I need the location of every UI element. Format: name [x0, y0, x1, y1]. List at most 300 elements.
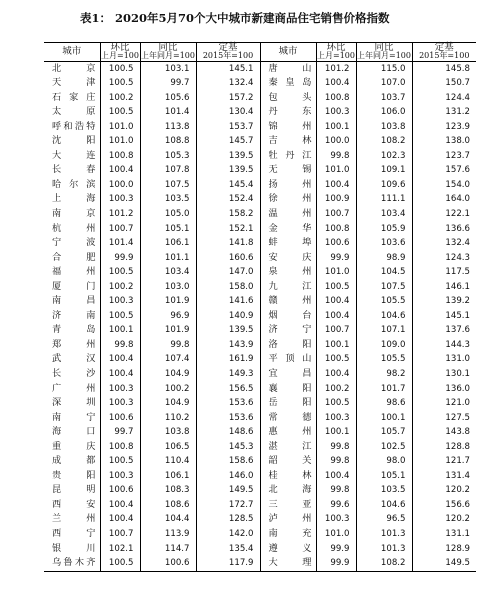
mom-index: 100.1 — [316, 425, 356, 440]
mom-index: 100.3 — [316, 105, 356, 120]
fixed-base-index: 140.9 — [196, 309, 260, 324]
table-row — [44, 483, 476, 498]
fixed-base-index: 153.6 — [196, 396, 260, 411]
yoy-index: 114.7 — [140, 542, 196, 557]
mom-index: 101.0 — [100, 134, 140, 149]
city-name: 赣州 — [260, 294, 316, 309]
table-row — [44, 207, 476, 222]
fixed-base-index: 120.2 — [445, 485, 470, 496]
mom-index: 100.7 — [316, 323, 356, 338]
yoy-index: 104.6 — [356, 309, 412, 324]
city-name: 蚌埠 — [260, 236, 316, 251]
city-name: 扬州 — [260, 178, 316, 193]
city-name: 平顶山 — [260, 352, 316, 367]
mom-index: 100.4 — [100, 352, 140, 367]
mom-index: 99.8 — [316, 440, 356, 455]
mom-index: 100.0 — [100, 178, 140, 193]
table-row — [44, 454, 476, 469]
fixed-base-index: 149.5 — [412, 556, 476, 571]
mom-index: 99.8 — [316, 149, 356, 164]
fixed-base-index: 138.0 — [445, 136, 470, 147]
yoy-index: 107.5 — [140, 178, 196, 193]
city-name: 成都 — [44, 454, 100, 469]
yoy-index: 101.3 — [356, 542, 412, 557]
table-row — [44, 338, 476, 353]
fixed-base-index: 158.0 — [196, 280, 260, 295]
yoy-index: 108.6 — [140, 498, 196, 513]
city-name: 金华 — [260, 222, 316, 237]
yoy-index: 103.0 — [140, 280, 196, 295]
city-name: 青岛 — [44, 323, 100, 338]
fixed-base-index: 136.0 — [445, 383, 470, 394]
yoy-index: 96.9 — [140, 309, 196, 324]
yoy-index: 104.9 — [140, 396, 196, 411]
header-city-right: 城市 — [260, 43, 316, 62]
mom-index: 100.4 — [316, 178, 356, 193]
table-row — [44, 222, 476, 237]
yoy-index: 98.9 — [356, 251, 412, 266]
mom-index: 100.3 — [316, 411, 356, 426]
fixed-base-index: 156.6 — [445, 499, 470, 510]
fixed-base-index: 145.3 — [196, 440, 260, 455]
mom-index: 100.3 — [100, 294, 140, 309]
city-name: 三亚 — [260, 498, 316, 513]
fixed-base-index: 121.7 — [445, 456, 470, 467]
city-name: 韶关 — [260, 454, 316, 469]
table-row — [44, 105, 476, 120]
yoy-index: 105.5 — [356, 294, 412, 309]
fixed-base-index: 145.4 — [196, 178, 260, 193]
yoy-index: 105.3 — [140, 149, 196, 164]
mom-index: 100.3 — [100, 396, 140, 411]
table-row — [44, 149, 476, 164]
city-name: 大理 — [260, 556, 316, 571]
header-fixed-sub-left: 2015年=100 — [196, 52, 260, 61]
city-name: 太原 — [44, 105, 100, 120]
yoy-index: 103.8 — [356, 120, 412, 135]
mom-index: 100.4 — [100, 512, 140, 527]
mom-index: 99.8 — [316, 483, 356, 498]
yoy-index: 110.2 — [140, 411, 196, 426]
yoy-index: 108.2 — [356, 134, 412, 149]
yoy-index: 115.0 — [356, 61, 412, 76]
table-row — [44, 280, 476, 295]
city-name: 呼和浩特 — [44, 120, 100, 135]
mom-index: 100.6 — [316, 236, 356, 251]
city-name: 海口 — [44, 425, 100, 440]
fixed-base-index: 139.5 — [196, 163, 260, 178]
mom-index: 100.5 — [100, 454, 140, 469]
fixed-base-index: 152.4 — [196, 192, 260, 207]
mom-index: 100.7 — [100, 222, 140, 237]
fixed-base-index: 145.1 — [445, 310, 470, 321]
yoy-index: 103.5 — [356, 483, 412, 498]
yoy-index: 99.8 — [140, 338, 196, 353]
mom-index: 100.7 — [100, 527, 140, 542]
mom-index: 100.7 — [316, 207, 356, 222]
table-row — [44, 192, 476, 207]
yoy-index: 104.4 — [140, 512, 196, 527]
mom-index: 100.5 — [100, 61, 140, 76]
city-name: 锦州 — [260, 120, 316, 135]
mom-index: 101.0 — [316, 527, 356, 542]
city-name: 西安 — [44, 498, 100, 513]
yoy-index: 106.1 — [140, 469, 196, 484]
mom-index: 100.5 — [316, 396, 356, 411]
yoy-index: 98.0 — [356, 454, 412, 469]
mom-index: 100.3 — [100, 382, 140, 397]
table-row — [44, 469, 476, 484]
table-row — [44, 120, 476, 135]
fixed-base-index: 131.4 — [445, 470, 470, 481]
yoy-index: 109.0 — [356, 338, 412, 353]
city-name: 湛江 — [260, 440, 316, 455]
yoy-index: 111.1 — [356, 192, 412, 207]
mom-index: 100.5 — [100, 265, 140, 280]
mom-index: 100.5 — [316, 352, 356, 367]
mom-index: 100.1 — [100, 323, 140, 338]
header-mom-sub-left: 上月=100 — [101, 51, 139, 60]
city-name: 银川 — [44, 542, 100, 557]
table-row — [44, 396, 476, 411]
fixed-base-index: 135.4 — [196, 542, 260, 557]
yoy-index: 104.6 — [356, 498, 412, 513]
yoy-index: 113.9 — [140, 527, 196, 542]
yoy-index: 103.5 — [140, 192, 196, 207]
city-name: 哈尔滨 — [44, 178, 100, 193]
yoy-index: 99.7 — [140, 76, 196, 91]
yoy-index: 103.6 — [356, 236, 412, 251]
yoy-index: 96.5 — [356, 512, 412, 527]
city-name: 唐山 — [260, 61, 316, 76]
fixed-base-index: 117.9 — [196, 556, 260, 571]
yoy-index: 98.2 — [356, 367, 412, 382]
fixed-base-index: 147.0 — [196, 265, 260, 280]
table-row — [44, 323, 476, 338]
city-name: 济宁 — [260, 323, 316, 338]
table-row — [44, 440, 476, 455]
table-row — [44, 367, 476, 382]
yoy-index: 101.9 — [140, 294, 196, 309]
mom-index: 101.4 — [100, 236, 140, 251]
yoy-index: 105.0 — [140, 207, 196, 222]
mom-index: 100.3 — [100, 192, 140, 207]
mom-index: 99.8 — [100, 338, 140, 353]
city-name: 惠州 — [260, 425, 316, 440]
header-yoy-sub-right: 上年同月=100 — [357, 51, 411, 60]
mom-index: 100.2 — [316, 382, 356, 397]
yoy-index: 105.5 — [356, 352, 412, 367]
city-name: 大连 — [44, 149, 100, 164]
mom-index: 100.4 — [316, 469, 356, 484]
mom-index: 100.1 — [316, 120, 356, 135]
yoy-index: 107.0 — [356, 76, 412, 91]
table-row — [44, 411, 476, 426]
mom-index: 99.8 — [316, 454, 356, 469]
fixed-base-index: 120.2 — [445, 514, 470, 525]
table-body — [44, 61, 476, 571]
city-name: 徐州 — [260, 192, 316, 207]
city-name: 合肥 — [44, 251, 100, 266]
yoy-index: 104.5 — [356, 265, 412, 280]
fixed-base-index: 157.6 — [445, 165, 470, 176]
fixed-base-index: 139.2 — [445, 296, 470, 307]
table-row — [44, 425, 476, 440]
table-row — [44, 512, 476, 527]
mom-index: 99.9 — [100, 251, 140, 266]
fixed-base-index: 149.5 — [196, 483, 260, 498]
fixed-base-index: 156.5 — [196, 382, 260, 397]
yoy-index: 107.4 — [140, 352, 196, 367]
mom-index: 100.5 — [316, 280, 356, 295]
fixed-base-index: 172.7 — [196, 498, 260, 513]
header-yoy-right: 同比 — [356, 43, 412, 53]
city-name: 沈阳 — [44, 134, 100, 149]
fixed-base-index: 146.1 — [445, 281, 470, 292]
yoy-index: 113.8 — [140, 120, 196, 135]
yoy-index: 108.3 — [140, 483, 196, 498]
city-name: 烟台 — [260, 309, 316, 324]
fixed-base-index: 143.9 — [196, 338, 260, 353]
table-row — [44, 251, 476, 266]
fixed-base-index: 158.6 — [196, 454, 260, 469]
mom-index: 100.5 — [100, 309, 140, 324]
mom-index: 101.0 — [100, 120, 140, 135]
city-name: 南宁 — [44, 411, 100, 426]
yoy-index: 103.4 — [140, 265, 196, 280]
table-row — [44, 236, 476, 251]
city-name: 温州 — [260, 207, 316, 222]
yoy-index: 110.4 — [140, 454, 196, 469]
fixed-base-index: 146.0 — [196, 469, 260, 484]
mom-index: 100.5 — [100, 76, 140, 91]
yoy-index: 109.6 — [356, 178, 412, 193]
yoy-index: 103.8 — [140, 425, 196, 440]
fixed-base-index: 139.5 — [196, 323, 260, 338]
header-fixed-left: 定基 — [196, 43, 260, 53]
mom-index: 100.4 — [316, 367, 356, 382]
table-row — [44, 91, 476, 106]
fixed-base-index: 141.8 — [196, 236, 260, 251]
fixed-base-index: 153.7 — [196, 120, 260, 135]
fixed-base-index: 131.0 — [445, 354, 470, 365]
city-name: 岳阳 — [260, 396, 316, 411]
fixed-base-index: 128.8 — [445, 441, 470, 452]
table-row — [44, 352, 476, 367]
city-name: 无锡 — [260, 163, 316, 178]
yoy-index: 103.7 — [356, 91, 412, 106]
fixed-base-index: 152.1 — [196, 222, 260, 237]
city-name: 南充 — [260, 527, 316, 542]
city-name: 遵义 — [260, 542, 316, 557]
table-row — [44, 76, 476, 91]
city-name: 福州 — [44, 265, 100, 280]
mom-index: 99.6 — [316, 498, 356, 513]
city-name: 南京 — [44, 207, 100, 222]
mom-index: 100.4 — [316, 76, 356, 91]
yoy-index: 108.8 — [140, 134, 196, 149]
header-mom-right: 环比 — [316, 43, 356, 53]
yoy-index: 106.5 — [140, 440, 196, 455]
fixed-base-index: 158.2 — [196, 207, 260, 222]
city-name: 石家庄 — [44, 91, 100, 106]
city-name: 深圳 — [44, 396, 100, 411]
fixed-base-index: 154.0 — [445, 179, 470, 190]
city-name: 宜昌 — [260, 367, 316, 382]
table-row — [44, 309, 476, 324]
city-name: 长春 — [44, 163, 100, 178]
header-yoy-left: 同比 — [140, 43, 196, 53]
fixed-base-index: 130.1 — [445, 368, 470, 379]
mom-index: 100.0 — [316, 134, 356, 149]
yoy-index: 103.1 — [140, 61, 196, 76]
mom-index: 100.9 — [316, 192, 356, 207]
yoy-index: 107.8 — [140, 163, 196, 178]
fixed-base-index: 123.9 — [445, 121, 470, 132]
city-name: 广州 — [44, 382, 100, 397]
yoy-index: 107.1 — [356, 323, 412, 338]
mom-index: 99.7 — [100, 425, 140, 440]
city-name: 南昌 — [44, 294, 100, 309]
mom-index: 100.6 — [100, 483, 140, 498]
yoy-index: 106.0 — [356, 105, 412, 120]
fixed-base-index: 132.4 — [445, 238, 470, 249]
city-name: 安庆 — [260, 251, 316, 266]
yoy-index: 100.1 — [356, 411, 412, 426]
table-row — [44, 178, 476, 193]
mom-index: 100.4 — [316, 309, 356, 324]
yoy-index: 105.6 — [140, 91, 196, 106]
fixed-base-index: 136.6 — [445, 223, 470, 234]
fixed-base-index: 128.9 — [445, 543, 470, 554]
yoy-index: 100.6 — [140, 556, 196, 571]
mom-index: 100.8 — [100, 149, 140, 164]
city-name: 武汉 — [44, 352, 100, 367]
city-name: 乌鲁木齐 — [44, 556, 100, 571]
table-row — [44, 61, 476, 76]
yoy-index: 100.2 — [140, 382, 196, 397]
fixed-base-index: 130.4 — [196, 105, 260, 120]
fixed-base-index: 121.0 — [445, 398, 470, 409]
yoy-index: 106.1 — [140, 236, 196, 251]
yoy-index: 109.1 — [356, 163, 412, 178]
city-name: 洛阳 — [260, 338, 316, 353]
mom-index: 99.9 — [316, 542, 356, 557]
fixed-base-index: 145.7 — [196, 134, 260, 149]
header-fixed-sub-right: 2015年=100 — [412, 52, 476, 61]
mom-index: 101.2 — [100, 207, 140, 222]
fixed-base-index: 160.6 — [196, 251, 260, 266]
mom-index: 101.2 — [316, 61, 356, 76]
fixed-base-index: 131.2 — [445, 107, 470, 118]
mom-index: 100.1 — [316, 338, 356, 353]
yoy-index: 105.7 — [356, 425, 412, 440]
city-name: 郑州 — [44, 338, 100, 353]
table-title: 表1： 2020年5月70个大中城市新建商品住宅销售价格指数 — [80, 11, 390, 25]
mom-index: 100.5 — [100, 556, 140, 571]
city-name: 秦皇岛 — [260, 76, 316, 91]
yoy-index: 102.3 — [356, 149, 412, 164]
table-row — [44, 382, 476, 397]
table-row — [44, 134, 476, 149]
city-name: 昆明 — [44, 483, 100, 498]
mom-index: 99.9 — [316, 251, 356, 266]
header-city-left: 城市 — [44, 43, 100, 62]
fixed-base-index: 161.9 — [196, 352, 260, 367]
mom-index: 100.4 — [100, 163, 140, 178]
yoy-index: 102.5 — [356, 440, 412, 455]
city-name: 常德 — [260, 411, 316, 426]
mom-index: 101.0 — [316, 265, 356, 280]
fixed-base-index: 142.0 — [196, 527, 260, 542]
fixed-base-index: 124.3 — [445, 252, 470, 263]
header-yoy-sub-left: 上年同月=100 — [141, 51, 195, 60]
city-name: 牡丹江 — [260, 149, 316, 164]
city-name: 泸州 — [260, 512, 316, 527]
yoy-index: 101.4 — [140, 105, 196, 120]
city-name: 北京 — [44, 61, 100, 76]
fixed-base-index: 131.1 — [445, 529, 470, 539]
fixed-base-index: 122.1 — [445, 208, 470, 219]
table-row — [44, 163, 476, 178]
fixed-base-index: 124.4 — [445, 92, 470, 103]
city-name: 桂林 — [260, 469, 316, 484]
city-name: 宁波 — [44, 236, 100, 251]
fixed-base-index: 148.6 — [196, 425, 260, 440]
mom-index: 100.2 — [100, 280, 140, 295]
fixed-base-index: 127.5 — [445, 412, 470, 423]
city-name: 兰州 — [44, 512, 100, 527]
mom-index: 100.6 — [100, 411, 140, 426]
city-name: 贵阳 — [44, 469, 100, 484]
fixed-base-index: 150.7 — [445, 78, 470, 89]
yoy-index: 101.9 — [140, 323, 196, 338]
table-row — [44, 542, 476, 557]
mom-index: 100.8 — [316, 91, 356, 106]
fixed-base-index: 145.1 — [196, 61, 260, 76]
city-name: 襄阳 — [260, 382, 316, 397]
yoy-index: 101.1 — [140, 251, 196, 266]
mom-index: 100.8 — [316, 222, 356, 237]
header-fixed-right: 定基 — [412, 43, 476, 53]
city-name: 重庆 — [44, 440, 100, 455]
mom-index: 100.4 — [100, 498, 140, 513]
fixed-base-index: 164.0 — [445, 194, 470, 205]
fixed-base-index: 157.2 — [196, 91, 260, 106]
city-name: 北海 — [260, 483, 316, 498]
yoy-index: 107.5 — [356, 280, 412, 295]
mom-index: 100.4 — [316, 294, 356, 309]
table-row — [44, 498, 476, 513]
city-name: 杭州 — [44, 222, 100, 237]
yoy-index: 103.4 — [356, 207, 412, 222]
city-name: 九江 — [260, 280, 316, 295]
fixed-base-index: 139.5 — [196, 149, 260, 164]
mom-index: 101.0 — [316, 163, 356, 178]
price-index-table — [44, 42, 476, 602]
city-name: 泉州 — [260, 265, 316, 280]
yoy-index: 105.1 — [356, 469, 412, 484]
yoy-index: 101.7 — [356, 382, 412, 397]
mom-index: 100.3 — [100, 469, 140, 484]
table-row — [44, 265, 476, 280]
city-name: 长沙 — [44, 367, 100, 382]
city-name: 西宁 — [44, 527, 100, 542]
yoy-index: 108.2 — [356, 556, 412, 571]
fixed-base-index: 137.6 — [445, 325, 470, 336]
yoy-index: 105.9 — [356, 222, 412, 237]
fixed-base-index: 145.8 — [445, 63, 470, 74]
